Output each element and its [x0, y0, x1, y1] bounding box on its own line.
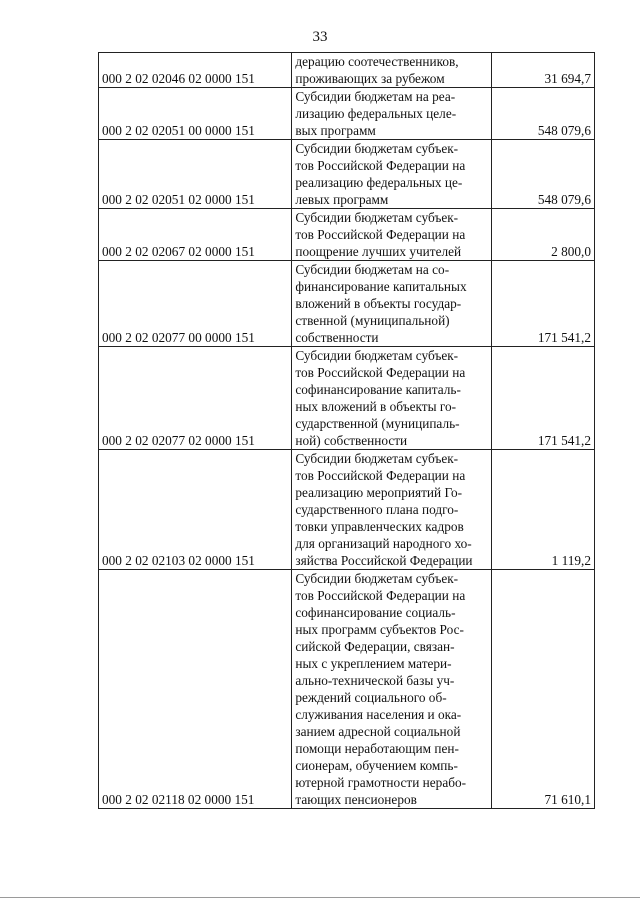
amount-cell: 71 610,1: [491, 570, 594, 809]
description-cell: [292, 53, 491, 88]
description-line: Субсидии бюджетам субъек-: [295, 451, 459, 466]
amount-cell: 1 119,2: [491, 450, 594, 570]
description-cell: [292, 570, 491, 809]
description-line: вых программ: [295, 123, 376, 138]
description-line: ной) собственности: [295, 433, 408, 448]
description-line: тов Российской Федерации на: [295, 588, 466, 603]
description-line: собственности: [295, 330, 379, 345]
table-row: [99, 140, 595, 209]
page-number: 33: [312, 29, 328, 45]
amount-cell: 2 800,0: [491, 209, 594, 261]
description-line: вложений в объекты государ-: [295, 296, 462, 311]
budget-code-cell: 000 2 02 02046 02 0000 151: [99, 53, 292, 88]
budget-code-cell: 000 2 02 02118 02 0000 151: [99, 570, 292, 809]
description-line: реализацию федеральных це-: [295, 175, 463, 190]
description-line: для организаций народного хо-: [295, 536, 472, 551]
budget-table-body: [99, 53, 595, 809]
description-line: дерацию соотечественников,: [295, 54, 459, 69]
amount-cell: 171 541,2: [491, 347, 594, 450]
table-row: [99, 88, 595, 140]
description-cell: [292, 88, 491, 140]
description-line: Субсидии бюджетам субъек-: [295, 141, 459, 156]
budget-code-cell: 000 2 02 02051 00 0000 151: [99, 88, 292, 140]
description-cell: [292, 450, 491, 570]
description-line: ных вложений в объекты го-: [295, 399, 457, 414]
description-line: зяйства Российской Федерации: [295, 553, 473, 568]
budget-code-cell: 000 2 02 02103 02 0000 151: [99, 450, 292, 570]
description-line: финансирование капитальных: [295, 279, 467, 294]
description-line: сударственного плана подго-: [295, 502, 459, 517]
description-line: ютерной грамотности нерабо-: [295, 775, 467, 790]
description-cell: [292, 261, 491, 347]
description-line: служивания населения и ока-: [295, 707, 462, 722]
table-row: [99, 347, 595, 450]
amount-cell: 31 694,7: [491, 53, 594, 88]
description-line: поощрение лучших учителей: [295, 244, 462, 259]
description-cell: [292, 347, 491, 450]
description-line: сионерам, обучением компь-: [295, 758, 458, 773]
description-cell: [292, 209, 491, 261]
budget-code-cell: 000 2 02 02077 00 0000 151: [99, 261, 292, 347]
description-line: софинансирование социаль-: [295, 605, 456, 620]
description-line: ственной (муниципальной): [295, 313, 450, 328]
page-bottom-rule: [0, 897, 640, 898]
description-line: товки управленческих кадров: [295, 519, 464, 534]
amount-cell: 548 079,6: [491, 140, 594, 209]
amount-cell: 171 541,2: [491, 261, 594, 347]
description-cell: [292, 140, 491, 209]
description-line: проживающих за рубежом: [295, 71, 445, 86]
description-line: реждений социального об-: [295, 690, 447, 705]
description-line: ально-технической базы уч-: [295, 673, 455, 688]
description-line: реализацию мероприятий Го-: [295, 485, 463, 500]
description-line: тов Российской Федерации на: [295, 468, 466, 483]
description-line: занием адресной социальной: [295, 724, 461, 739]
budget-code-cell: 000 2 02 02067 02 0000 151: [99, 209, 292, 261]
description-line: ных программ субъектов Рос-: [295, 622, 464, 637]
description-line: тов Российской Федерации на: [295, 227, 466, 242]
budget-table: [98, 52, 595, 809]
description-line: софинансирование капиталь-: [295, 382, 461, 397]
table-row: [99, 450, 595, 570]
description-line: лизацию федеральных целе-: [295, 106, 457, 121]
description-line: помощи неработающим пен-: [295, 741, 459, 756]
description-line: сийской Федерации, связан-: [295, 639, 455, 654]
table-row: [99, 209, 595, 261]
budget-code-cell: 000 2 02 02077 02 0000 151: [99, 347, 292, 450]
description-line: тов Российской Федерации на: [295, 158, 466, 173]
table-row: [99, 53, 595, 88]
description-line: ных с укреплением матери-: [295, 656, 452, 671]
table-row: [99, 570, 595, 809]
description-line: Субсидии бюджетам субъек-: [295, 210, 459, 225]
table-row: [99, 261, 595, 347]
description-line: сударственной (муниципаль-: [295, 416, 460, 431]
description-line: Субсидии бюджетам на со-: [295, 262, 450, 277]
description-line: левых программ: [295, 192, 389, 207]
description-line: тов Российской Федерации на: [295, 365, 466, 380]
description-line: Субсидии бюджетам субъек-: [295, 348, 459, 363]
description-line: Субсидии бюджетам субъек-: [295, 571, 459, 586]
budget-code-cell: 000 2 02 02051 02 0000 151: [99, 140, 292, 209]
description-line: тающих пенсионеров: [295, 792, 417, 807]
amount-cell: 548 079,6: [491, 88, 594, 140]
description-line: Субсидии бюджетам на реа-: [295, 89, 456, 104]
